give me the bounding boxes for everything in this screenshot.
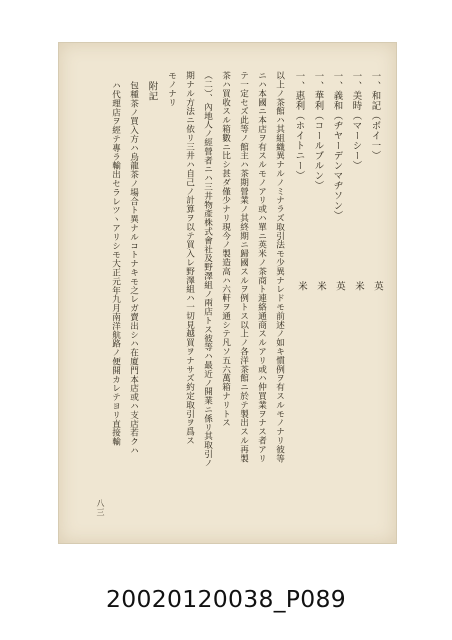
text-line-13: 附記	[146, 81, 158, 101]
text-line-10: （二）、內地人ノ經營者ニハ三井物產株式會社及野澤組ノ兩店トス彼等ハ最近ノ開業ニ係リ其取引ノ	[202, 71, 213, 468]
origin-mark-4: 米	[315, 281, 326, 291]
text-line-1: 一、和記（ボイ一）	[369, 71, 381, 161]
text-line-8: テ一定セズ此等ノ館主ハ茶期營業ノ其終期ニ歸國スルヲ例トス以上ノ各洋茶館ニ於テ製出スル再製	[238, 71, 249, 463]
origin-mark-5: 米	[296, 281, 307, 291]
text-line-6: 以上ノ茶館ハ其組織異ナルノミナラズ取引法モ少異ナレドモ前述ノ如キ慣例ヲ有スルモノナリ彼等	[274, 71, 285, 463]
text-line-7: ニハ本國ニ本店ヲ有スルモノアリ或ハ單ニ英米ノ茶商ト連絡通商スルアリ或ハ仲買業ヲナス者アリ	[256, 71, 267, 463]
text-line-4: 一、華利（コールブルン）	[312, 71, 324, 191]
text-line-15: ハ代理店ヲ經テ專ラ輸出セラレツヽアリシモ大正元年九月南洋航路ノ便開カレテヨリ直接輸	[110, 81, 121, 446]
image-caption: 20020120038_P089	[105, 585, 347, 613]
book-page	[58, 42, 397, 544]
text-line-11: 期ナル方法ニ依リ三井ハ自己ノ計算ヲ以テ買入レ野澤組ハ一切見越買ヲナサズ約定取引ヲ爲ス	[184, 71, 195, 445]
text-line-3: 一、義和（ヂヤーデンマヂソン）	[331, 71, 343, 221]
text-line-9: 茶ハ買收スル箱數ニ比シ甚ダ僅少ナリ現今ノ製造高ハ六軒ヲ通シテ凡ソ五六萬箱ナリトス	[220, 71, 231, 427]
page-number: 八三	[96, 499, 105, 517]
text-line-2: 一、美時（マーシー）	[350, 71, 362, 171]
origin-mark-2: 米	[353, 281, 364, 291]
text-line-14: 包種茶ノ買入方ハ烏龍茶ノ場合ト異ナルコトナキモ之レガ賣出シハ在廈門本店或ハ支店若クハ	[128, 81, 139, 455]
origin-mark-1: 英	[372, 281, 383, 291]
text-line-12: モノナリ	[166, 71, 177, 107]
origin-mark-3: 英	[334, 281, 345, 291]
text-line-5: 一、惠利（ホイトニー）	[293, 71, 305, 181]
